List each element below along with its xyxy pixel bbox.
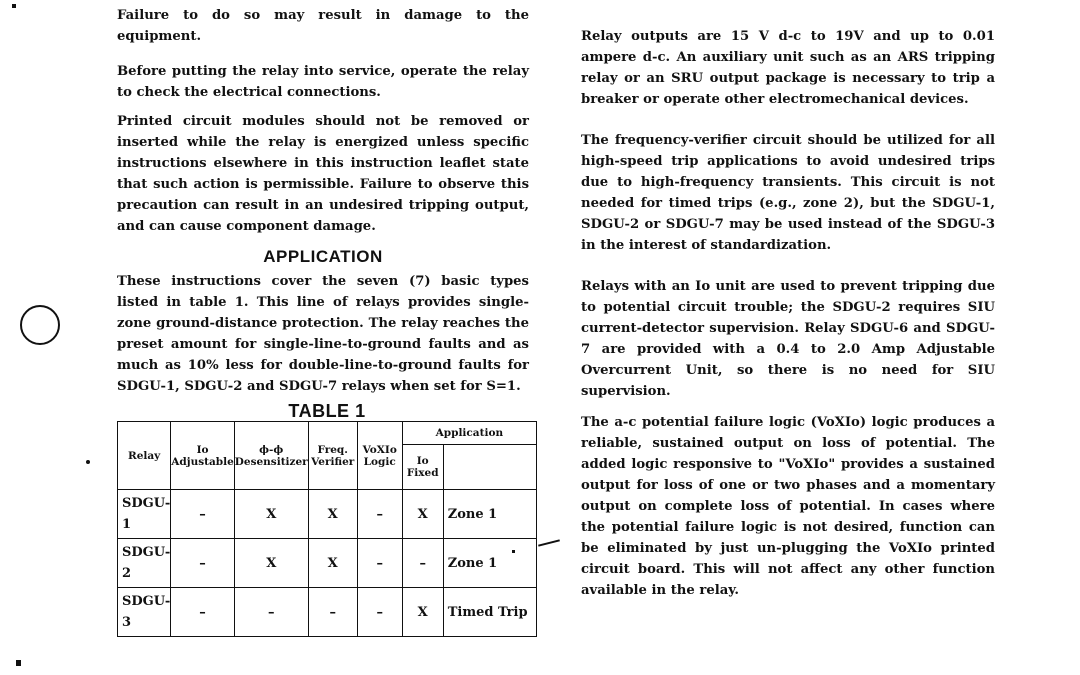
header-io-adjustable: Io Adjustable: [171, 422, 235, 490]
scan-speck: [12, 4, 16, 8]
scan-speck: [16, 660, 21, 666]
right-column: [581, 0, 995, 601]
cell-io-adjustable: –: [171, 490, 235, 539]
table-row: [118, 490, 537, 539]
header-desensitizer: ϕ-ϕ Desensitizer: [234, 422, 308, 490]
pointer-dash: [538, 539, 560, 546]
cell-desensitizer: –: [234, 588, 308, 637]
cell-freq-verifier: X: [308, 539, 357, 588]
cell-freq-verifier: X: [308, 490, 357, 539]
scan-speck: [86, 460, 90, 464]
left-column: [117, 0, 529, 637]
cell-desensitizer: X: [234, 490, 308, 539]
header-relay: Relay: [118, 422, 171, 490]
header-application-blank: [443, 445, 536, 490]
cell-relay: SDGU-1: [118, 490, 171, 539]
cell-relay: SDGU-3: [118, 588, 171, 637]
paragraph-failure: Failure to do so may result in damage to the equipment.: [117, 8, 529, 44]
paragraph-modules: Printed circuit modules should not be removed or inserted while the relay is energized unless specific instructions elsewhere in this instruction leaflet state that such action is permissible. Failure to observe this precaution can result in an undesired tripping output, and can cause component damage.: [117, 114, 529, 234]
relay-table: [117, 421, 537, 637]
cell-application: Timed Trip: [443, 588, 536, 637]
cell-io-adjustable: –: [171, 539, 235, 588]
paragraph-application: These instructions cover the seven (7) basic types listed in table 1. This line of relays provides single-zone ground-distance protection. The relay reaches the preset amount for single-line-to-ground faults and as much as 10% less for double-line-to-ground faults for SDGU-1, SDGU-2 and SDGU-7 relays when set for S=1.: [117, 274, 529, 394]
cell-io-fixed: X: [402, 588, 443, 637]
cell-freq-verifier: –: [308, 588, 357, 637]
paragraph-before-service: Before putting the relay into service, operate the relay to check the electrical connections.: [117, 64, 529, 100]
punch-hole-mark: [20, 305, 60, 345]
paragraph-io-unit: Relays with an Io unit are used to prevent tripping due to potential circuit trouble; the SDGU-2 requires SIU current-detector supervision. Relay SDGU-6 and SDGU-7 are provided with a 0.4 to 2.0 Amp Adjustable Overcurrent Unit, so there is no need for SIU supervision.: [581, 279, 995, 399]
table-row: [118, 588, 537, 637]
header-io-fixed: Io Fixed: [402, 445, 443, 490]
cell-relay: SDGU-2: [118, 539, 171, 588]
paragraph-potential-failure: The a-c potential failure logic (VoXIo) logic produces a reliable, sustained output on loss of potential. The added logic responsive to "VoXIo" provides a sustained output for loss of one or two phases and a momentary output on complete loss of potential. In cases where the potential failure logic is not desired, function can be eliminated by just un-plugging the VoXIo printed circuit board. This will not affect any other function available in the relay.: [581, 415, 995, 598]
header-application: Application: [402, 422, 536, 445]
cell-voxio-logic: –: [357, 588, 402, 637]
cell-application: Zone 1: [443, 539, 536, 588]
cell-io-fixed: –: [402, 539, 443, 588]
table-header-row: [118, 422, 537, 445]
header-voxio-logic: VoXIo Logic: [357, 422, 402, 490]
table-row: [118, 539, 537, 588]
cell-desensitizer: X: [234, 539, 308, 588]
cell-application: Zone 1: [443, 490, 536, 539]
header-freq-verifier: Freq. Verifier: [308, 422, 357, 490]
cell-io-fixed: X: [402, 490, 443, 539]
paragraph-relay-outputs: Relay outputs are 15 V d-c to 19V and up to 0.01 ampere d-c. An auxiliary unit such as an ARS tripping relay or an SRU output package is necessary to trip a breaker or operate other electromechanical devices.: [581, 29, 995, 107]
application-heading: APPLICATION: [263, 247, 383, 266]
cell-io-adjustable: –: [171, 588, 235, 637]
paragraph-frequency-verifier: The frequency-verifier circuit should be utilized for all high-speed trip applications to avoid undesired trips due to high-frequency transients. This circuit is not needed for timed trips (e.g., zone 2), but the SDGU-1, SDGU-2 or SDGU-7 may be used instead of the SDGU-3 in the interest of standardization.: [581, 133, 995, 253]
table-title: TABLE 1: [288, 401, 366, 421]
cell-voxio-logic: –: [357, 539, 402, 588]
cell-voxio-logic: –: [357, 490, 402, 539]
